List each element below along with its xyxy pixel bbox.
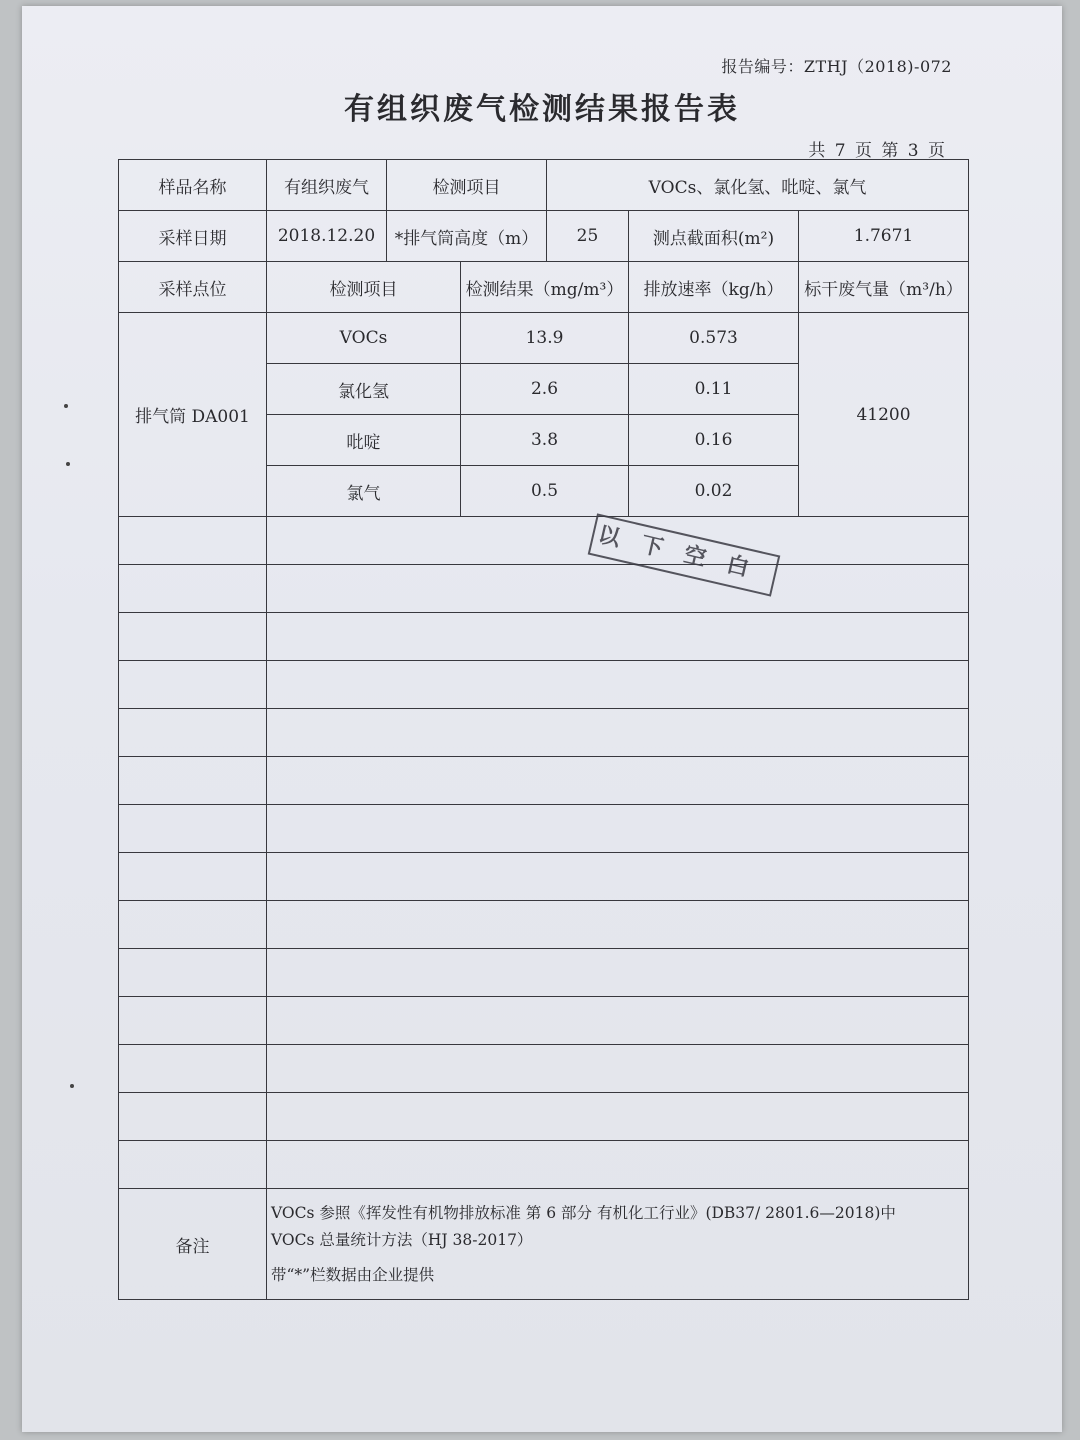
page-info: 共 7 页 第 3 页 (808, 141, 947, 161)
blank-row (119, 1141, 969, 1189)
header-result: 检测结果（mg/m³） (461, 262, 629, 313)
header-point: 采样点位 (119, 262, 267, 313)
header-item: 检测项目 (267, 262, 461, 313)
blank-row (119, 997, 969, 1045)
label-sampling-date: 采样日期 (119, 211, 267, 262)
cell-result: 0.5 (461, 466, 629, 517)
report-page (22, 6, 1062, 1432)
blank-row (119, 709, 969, 757)
blank-row (119, 517, 969, 565)
blank-row (119, 949, 969, 997)
cell-item: 吡啶 (267, 415, 461, 466)
blank-row (119, 613, 969, 661)
cell-rate: 0.02 (629, 466, 799, 517)
blank-row (119, 1045, 969, 1093)
row-column-headers (119, 262, 969, 313)
cell-result: 2.6 (461, 364, 629, 415)
label-section-area: 测点截面积(m²) (629, 211, 799, 262)
sampling-point: 排气筒 DA001 (119, 313, 267, 517)
flow-value: 41200 (799, 313, 969, 517)
blank-row (119, 661, 969, 709)
label-test-items: 检测项目 (387, 160, 547, 211)
punch-dot (64, 404, 68, 408)
header-rate: 排放速率（kg/h） (629, 262, 799, 313)
notes-line-3: 带“*”栏数据由企业提供 (271, 1265, 435, 1284)
report-number: 报告编号：ZTHJ（2018)-072 (721, 57, 952, 76)
punch-dot (66, 462, 70, 466)
notes-content (267, 1189, 969, 1300)
cell-item: 氯化氢 (267, 364, 461, 415)
punch-dot (70, 1084, 74, 1088)
notes-line-1: VOCs 参照《挥发性有机物排放标准 第 6 部分 有机化工行业》(DB37/ 2801.6—2018)中 (271, 1203, 896, 1222)
cell-result: 13.9 (461, 313, 629, 364)
blank-row (119, 805, 969, 853)
cell-item: VOCs (267, 313, 461, 364)
value-stack-height: 25 (547, 211, 629, 262)
blank-row (119, 565, 969, 613)
value-test-items: VOCs、氯化氢、吡啶、氯气 (547, 160, 969, 211)
table-row (119, 313, 969, 364)
value-section-area: 1.7671 (799, 211, 969, 262)
cell-rate: 0.16 (629, 415, 799, 466)
cell-item: 氯气 (267, 466, 461, 517)
blank-row (119, 757, 969, 805)
row-notes (119, 1189, 969, 1300)
cell-result: 3.8 (461, 415, 629, 466)
page-title: 有组织废气检测结果报告表 (344, 92, 740, 127)
results-table (118, 159, 969, 1300)
blank-below-stamp: 以下空白 (588, 513, 781, 596)
row-sample-name (119, 160, 969, 211)
value-sample-name: 有组织废气 (267, 160, 387, 211)
label-sample-name: 样品名称 (119, 160, 267, 211)
cell-rate: 0.11 (629, 364, 799, 415)
notes-line-2: VOCs 总量统计方法（HJ 38-2017） (271, 1230, 533, 1249)
value-sampling-date: 2018.12.20 (267, 211, 387, 262)
row-sampling-date (119, 211, 969, 262)
cell-rate: 0.573 (629, 313, 799, 364)
blank-row (119, 901, 969, 949)
blank-row (119, 853, 969, 901)
header-flow: 标干废气量（m³/h） (799, 262, 969, 313)
label-notes: 备注 (119, 1189, 267, 1300)
blank-row (119, 1093, 969, 1141)
label-stack-height: *排气筒高度（m） (387, 211, 547, 262)
